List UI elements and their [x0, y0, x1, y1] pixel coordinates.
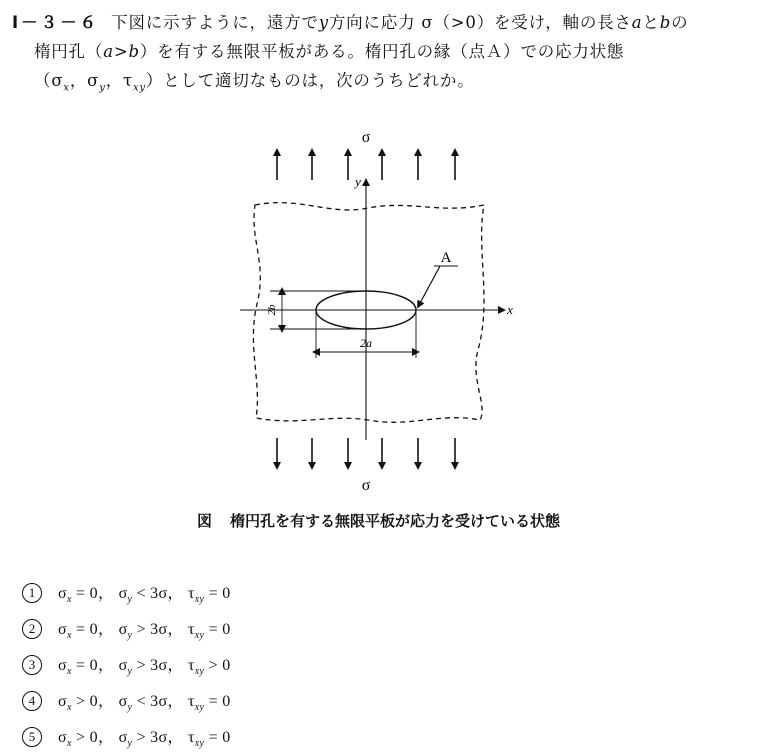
sigma-y-symbol: σ	[87, 71, 100, 90]
sigma-bottom-label: σ	[361, 477, 371, 494]
question-text-part: と	[642, 13, 660, 32]
answer-choices	[22, 575, 231, 755]
choice-formula: $\sigma_x > 0$， $\sigma_y > 3\sigma$， $\tau_{xy} = 0$	[58, 729, 231, 750]
choice-formula: $\sigma_x > 0$， $\sigma_y < 3\sigma$， $\tau_{xy} = 0$	[58, 693, 231, 714]
subscript: xy	[132, 82, 146, 94]
choice-marker: 4	[22, 691, 42, 711]
dimension-2a	[316, 310, 416, 358]
question-text	[12, 8, 752, 102]
elliptical-hole	[316, 291, 416, 329]
condition-a-gt-b: a>b	[103, 42, 140, 61]
figure-label: 図	[196, 512, 212, 530]
choice-1[interactable]	[22, 575, 231, 611]
variable-y: y	[318, 13, 329, 32]
choice-2[interactable]	[22, 611, 231, 647]
choice-3[interactable]	[22, 647, 231, 683]
dimension-2b	[270, 291, 366, 329]
dimension-2b-label: 2b	[266, 304, 278, 316]
question-text-part: 方向に応力 σ（>0）を受け，軸の長さ	[328, 13, 632, 32]
question-number: Ⅰ－３－６	[12, 13, 100, 32]
choice-4[interactable]	[22, 683, 231, 719]
subscript: y	[99, 82, 106, 94]
tau-xy-symbol: τ	[123, 71, 133, 90]
separator: ，	[69, 71, 88, 90]
sigma-top-label: σ	[361, 129, 371, 146]
x-axis-label: x	[507, 302, 513, 317]
question-line-1	[12, 8, 752, 37]
question-text-part: ）として適切なものは，次のうちどれか。	[145, 71, 475, 90]
top-arrows	[277, 152, 455, 180]
choice-marker: 5	[22, 727, 42, 747]
question-text-part: （	[34, 71, 52, 90]
choice-formula: $\sigma_x = 0$， $\sigma_y > 3\sigma$， $\tau_{xy} > 0$	[58, 657, 231, 678]
figure-caption	[0, 510, 757, 531]
question-text-part: の	[671, 13, 689, 32]
dimension-2a-label: 2a	[360, 336, 372, 350]
point-a-label: A	[440, 250, 452, 266]
question-text-part: ）を有する無限平板がある。楕円孔の縁（点Ａ）での応力状態	[139, 42, 625, 61]
question-text-part: 下図に示すように，遠方で	[111, 13, 319, 32]
point-a-leader	[419, 266, 440, 305]
choice-marker: 2	[22, 619, 42, 639]
variable-b: b	[659, 13, 672, 32]
figure-caption-text: 楕円孔を有する無限平板が応力を受けている状態	[230, 512, 561, 530]
sigma-x-symbol: σ	[51, 71, 64, 90]
variable-a: a	[631, 13, 643, 32]
plate-boundary	[253, 203, 484, 423]
choice-marker: 1	[22, 583, 42, 603]
y-axis-label: y	[355, 174, 361, 189]
choice-formula: $\sigma_x = 0$， $\sigma_y > 3\sigma$， $\tau_{xy} = 0$	[58, 621, 231, 642]
question-line-2	[12, 37, 752, 66]
question-line-3	[12, 66, 752, 102]
question-text-part: 楕円孔（	[34, 42, 104, 61]
choice-5[interactable]	[22, 719, 231, 755]
choice-formula: $\sigma_x = 0$， $\sigma_y < 3\sigma$， $\tau_{xy} = 0$	[58, 585, 231, 606]
subscript: x	[63, 82, 70, 94]
separator: ，	[105, 71, 123, 90]
bottom-arrows	[277, 438, 455, 466]
choice-marker: 3	[22, 655, 42, 675]
